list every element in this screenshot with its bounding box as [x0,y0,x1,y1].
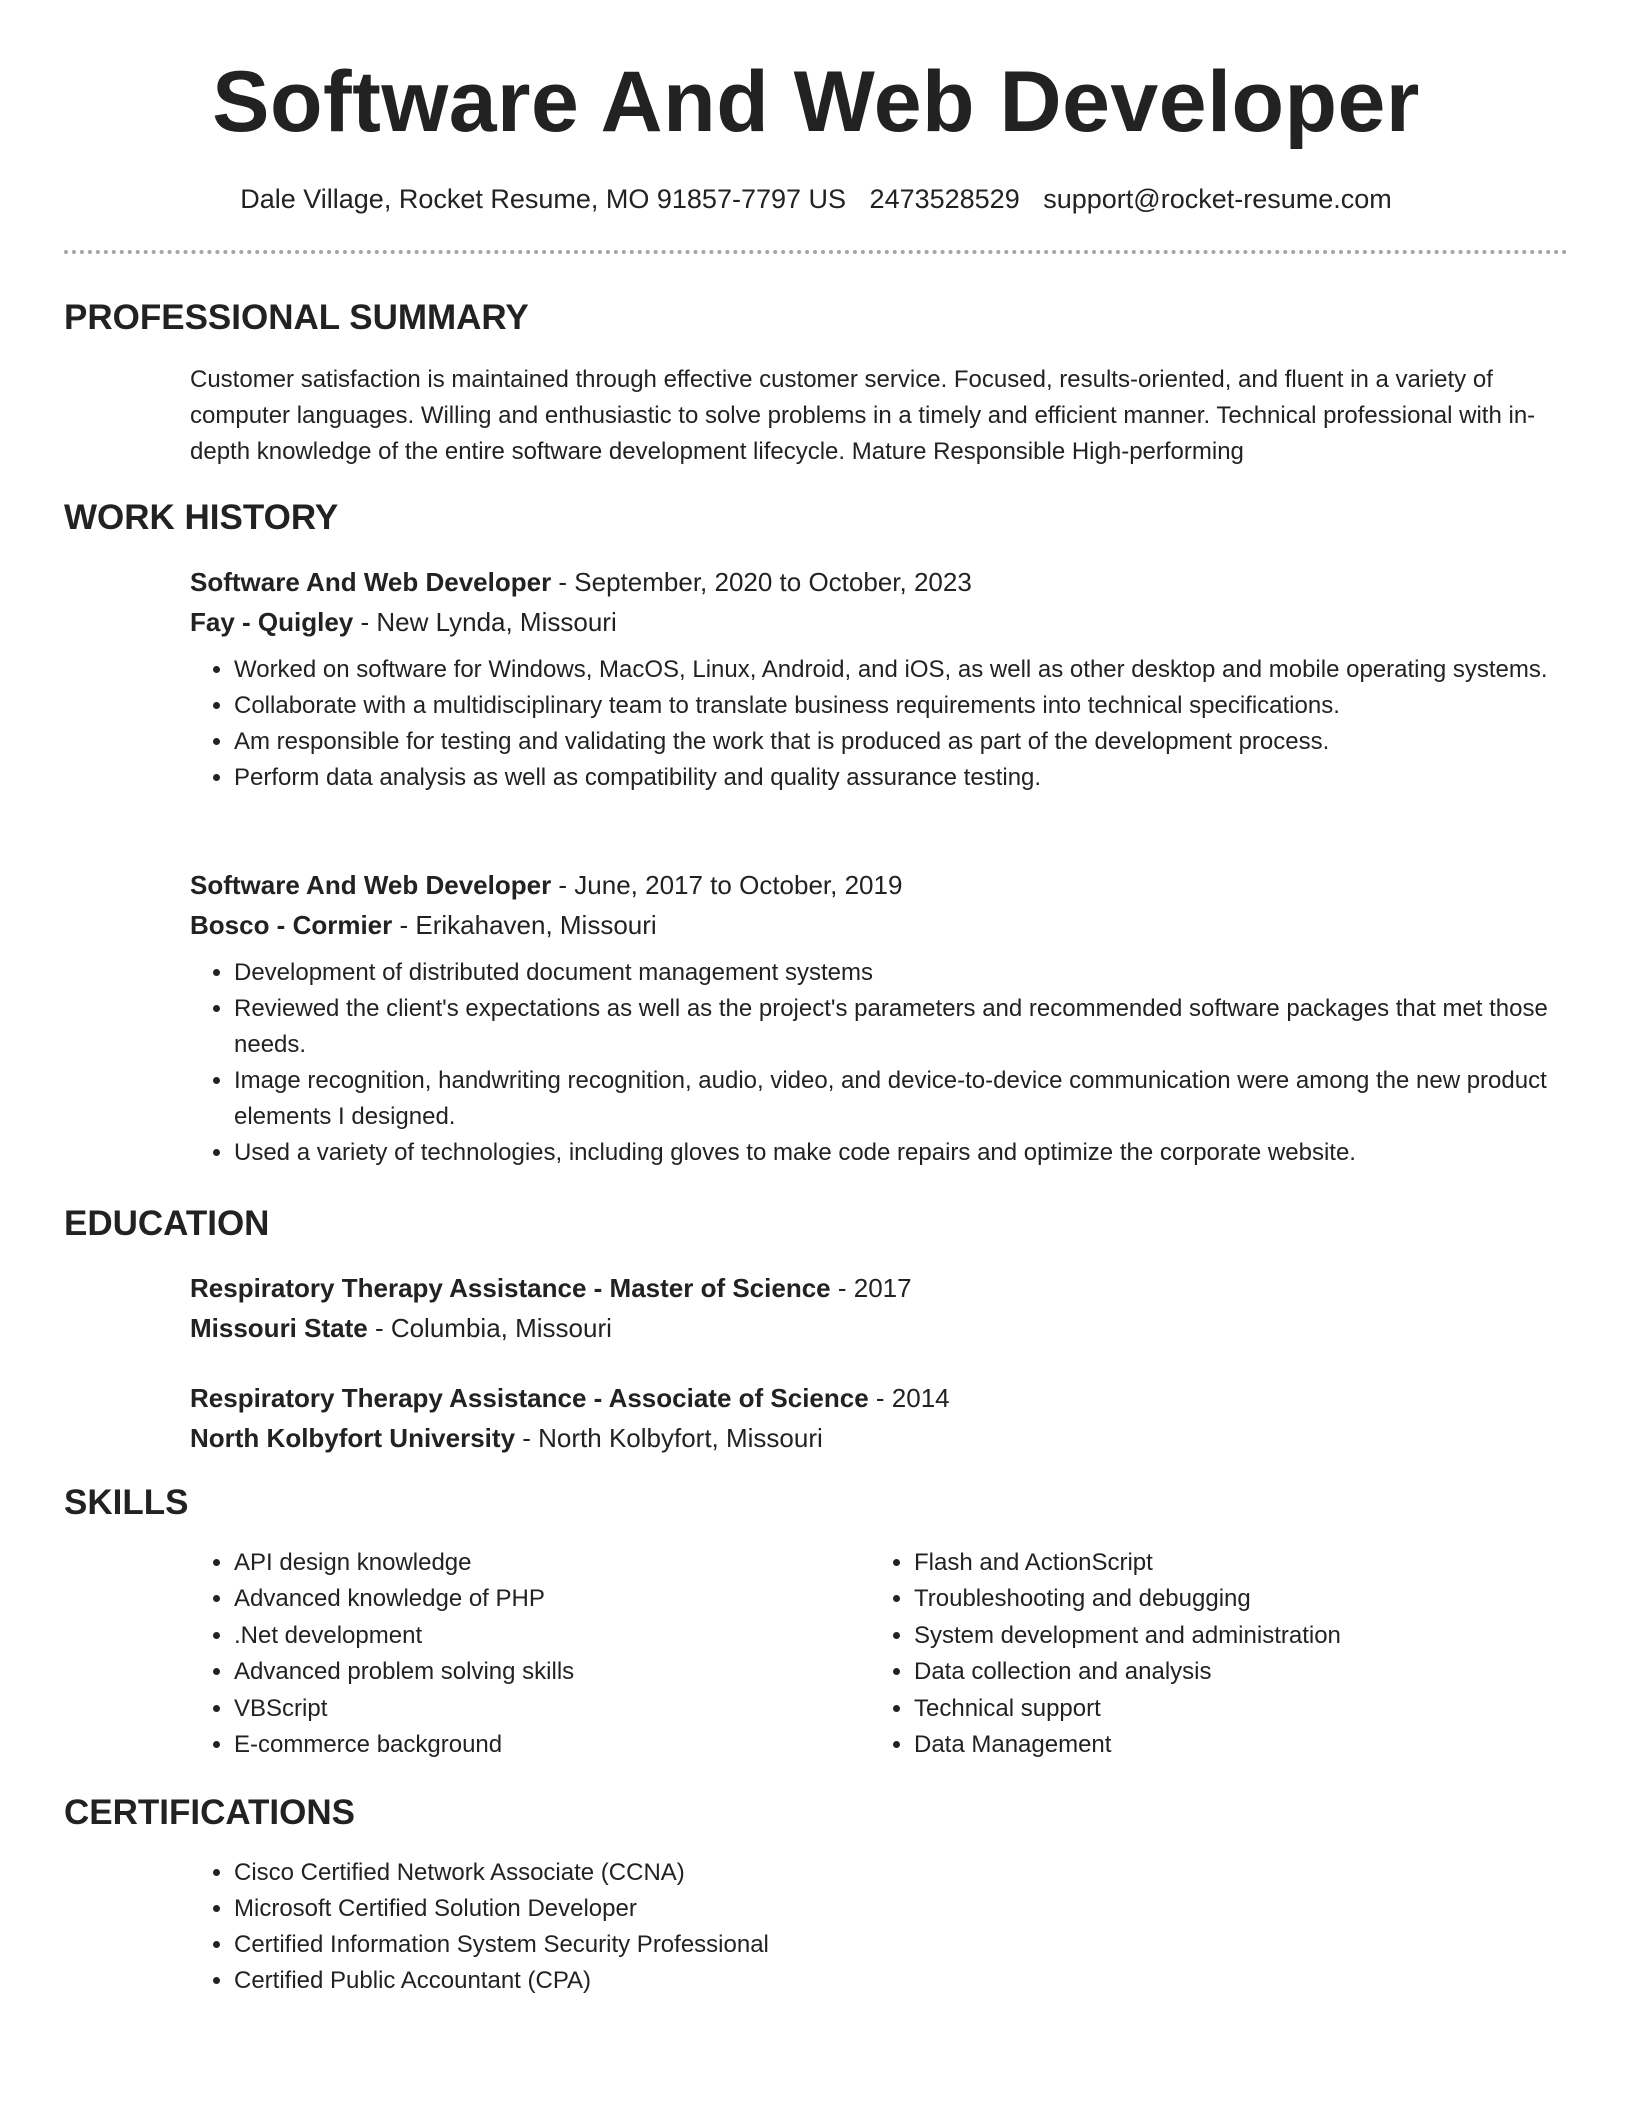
contact-phone: 2473528529 [869,184,1020,214]
skills-column-left [190,1545,870,1763]
job-company-line [190,905,1570,945]
job-title-line [190,562,1570,602]
certification-item: • Cisco Certified Network Associate (CCNA) [234,1855,1570,1891]
summary-text: Customer satisfaction is maintained through effective customer service. Focused, results-oriented, and fluent in a variety of computer languages. Willing and enthusiastic to solve problems in a timely and efficient manner. Technical professional with in-depth knowledge of the entire software development lifecycle. Mature Responsible High-performing [190,366,1536,465]
degree-year: - 2014 [868,1383,950,1413]
job-location: - Erikahaven, Missouri [392,910,657,940]
education-heading: EDUCATION [64,1204,270,1243]
skill-item: • Technical support [914,1691,1550,1727]
job-entry-2 [190,865,1570,1171]
skill-item: • Flash and ActionScript [914,1545,1550,1581]
job-bullets [190,955,1570,1171]
certification-item: • Microsoft Certified Solution Developer [234,1891,1570,1927]
job-entry-1 [190,562,1570,796]
contact-line [64,182,1568,216]
skill-item: • API design knowledge [234,1545,870,1581]
skill-item: • Data Management [914,1727,1550,1763]
skill-item: • E-commerce background [234,1727,870,1763]
contact-address: Dale Village, Rocket Resume, MO 91857-7797 US [240,184,847,214]
education-entry-2 [190,1378,1570,1458]
job-bullet: • Am responsible for testing and validating the work that is produced as part of the development process. [234,724,1570,760]
school-line [190,1418,1570,1458]
skill-item: • System development and administration [914,1618,1550,1654]
candidate-name: Software And Web Developer [212,54,1420,150]
certifications-heading: CERTIFICATIONS [64,1793,356,1832]
certifications-section [190,1855,1570,1999]
contact-email: support@rocket-resume.com [1043,184,1392,214]
job-company: Bosco - Cormier [190,910,393,940]
school-name: North Kolbyfort University [190,1423,516,1453]
skill-item: • Advanced problem solving skills [234,1654,870,1690]
degree-line [190,1268,1570,1308]
summary-section [190,362,1570,470]
job-company-line [190,602,1570,642]
job-bullet: • Perform data analysis as well as compatibility and quality assurance testing. [234,760,1570,796]
job-role: Software And Web Developer [190,870,552,900]
job-dates: - June, 2017 to October, 2019 [551,870,903,900]
certifications-list [190,1855,1570,1999]
school-location: - North Kolbyfort, Missouri [515,1423,823,1453]
education-entry-1 [190,1268,1570,1348]
skill-item: • Advanced knowledge of PHP [234,1581,870,1617]
degree-name: Respiratory Therapy Assistance - Master of Science [190,1273,831,1303]
degree-year: - 2017 [830,1273,912,1303]
job-location: - New Lynda, Missouri [353,607,617,637]
job-bullet: • Used a variety of technologies, including gloves to make code repairs and optimize the corporate website. [234,1135,1570,1171]
job-bullets [190,652,1570,796]
skill-item: • VBScript [234,1691,870,1727]
job-role: Software And Web Developer [190,567,552,597]
work-history-heading: WORK HISTORY [64,498,339,537]
summary-heading: PROFESSIONAL SUMMARY [64,298,529,337]
job-bullet: • Worked on software for Windows, MacOS, Linux, Android, and iOS, as well as other desktop and mobile operating systems. [234,652,1570,688]
skills-section [190,1545,1570,1763]
degree-name: Respiratory Therapy Assistance - Associate of Science [190,1383,869,1413]
certification-item: • Certified Information System Security Professional [234,1927,1570,1963]
skill-item: • .Net development [234,1618,870,1654]
job-title-line [190,865,1570,905]
skill-item: • Troubleshooting and debugging [914,1581,1550,1617]
resume-header [64,52,1568,216]
job-company: Fay - Quigley [190,607,354,637]
job-bullet: • Development of distributed document management systems [234,955,1570,991]
skills-heading: SKILLS [64,1483,189,1522]
job-bullet: • Image recognition, handwriting recognition, audio, video, and device-to-device communication were among the new product elements I designed. [234,1063,1570,1135]
certification-item: • Certified Public Accountant (CPA) [234,1963,1570,1999]
job-dates: - September, 2020 to October, 2023 [551,567,972,597]
job-bullet: • Reviewed the client's expectations as well as the project's parameters and recommended software packages that met those needs. [234,991,1570,1063]
skills-column-right [870,1545,1550,1763]
job-bullet: • Collaborate with a multidisciplinary team to translate business requirements into technical specifications. [234,688,1570,724]
school-name: Missouri State [190,1313,368,1343]
degree-line [190,1378,1570,1418]
school-location: - Columbia, Missouri [367,1313,612,1343]
school-line [190,1308,1570,1348]
header-divider [64,250,1568,254]
skill-item: • Data collection and analysis [914,1654,1550,1690]
